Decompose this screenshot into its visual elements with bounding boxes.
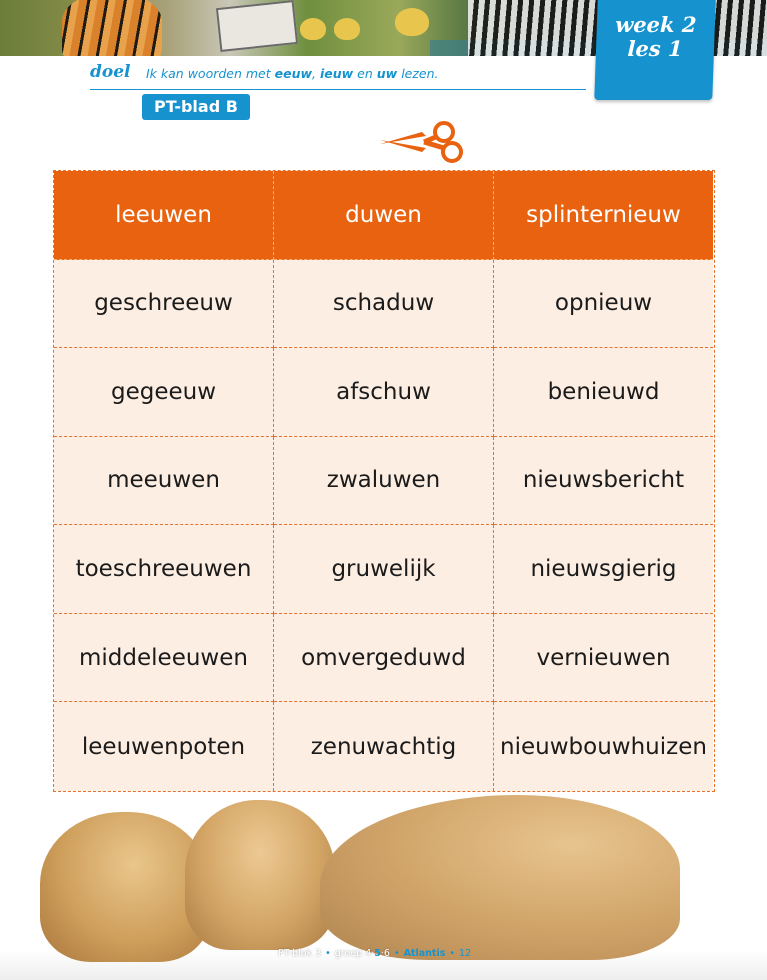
header-word-cell: splinternieuw (494, 171, 713, 260)
goal-term-ieuw: ieuw (319, 66, 354, 81)
footer-group-b: 5 (374, 948, 381, 959)
word-cell: zwaluwen (274, 437, 494, 526)
word-cell: schaduw (274, 260, 494, 349)
footer-brand: Atlantis (403, 948, 446, 959)
goal-text-part: Ik kan woorden met (146, 66, 275, 81)
word-cell: zenuwachtig (274, 702, 494, 791)
goal-text (146, 66, 439, 81)
footer-group-a: 4 (365, 948, 372, 959)
word-cell: omvergeduwd (274, 614, 494, 703)
word-cell: leeuwenpoten (54, 702, 274, 791)
word-card-grid (53, 170, 715, 792)
lioness-photo (320, 795, 680, 960)
goal-text-part: en (353, 66, 377, 81)
scissors-icon (378, 118, 468, 164)
sheet-label-badge: PT-blad B (142, 94, 250, 120)
goal-label: doel (90, 62, 131, 82)
word-cell: nieuwsgierig (494, 525, 713, 614)
header-word-cell: duwen (274, 171, 494, 260)
word-cell: gruwelijk (274, 525, 494, 614)
week-label: week 2 (614, 12, 697, 37)
word-cell: nieuwsbericht (494, 437, 713, 526)
word-cell: opnieuw (494, 260, 713, 349)
goal-term-uw: uw (376, 66, 398, 81)
footer-block: PT-blok 3 (278, 948, 322, 959)
goal-text-part: , (312, 66, 320, 81)
page-footer (278, 948, 471, 959)
footer-separator: • (449, 948, 455, 959)
duck-photo (395, 8, 429, 36)
goal-term-eeuw: eeuw (274, 66, 313, 81)
tiger-photo (62, 0, 162, 56)
header-word-cell: leeuwen (54, 171, 274, 260)
page-number: 12 (458, 948, 472, 959)
footer-group-label: groep (334, 948, 366, 959)
goal-divider (90, 89, 586, 90)
word-cell: meeuwen (54, 437, 274, 526)
word-cell: geschreeuw (54, 260, 274, 349)
lion-cub-photo (185, 800, 335, 950)
word-cell: benieuwd (494, 348, 713, 437)
word-cell: gegeeuw (54, 348, 274, 437)
goal-text-part: lezen. (397, 66, 439, 81)
word-cell: middeleeuwen (54, 614, 274, 703)
footer-group-c: 6 (383, 948, 390, 959)
signpost-photo (216, 0, 298, 52)
lesson-label: les 1 (627, 36, 684, 61)
footer-group: groep 4·5·6 (334, 948, 390, 959)
duckling-photo (334, 18, 360, 40)
duckling-photo (300, 18, 326, 40)
word-cell: vernieuwen (494, 614, 713, 703)
word-cell: toeschreeuwen (54, 525, 274, 614)
word-cell: afschuw (274, 348, 494, 437)
footer-separator: • (325, 948, 331, 959)
word-cell: nieuwbouwhuizen (494, 702, 713, 791)
footer-separator: • (393, 948, 400, 959)
week-lesson-tag (594, 0, 715, 100)
